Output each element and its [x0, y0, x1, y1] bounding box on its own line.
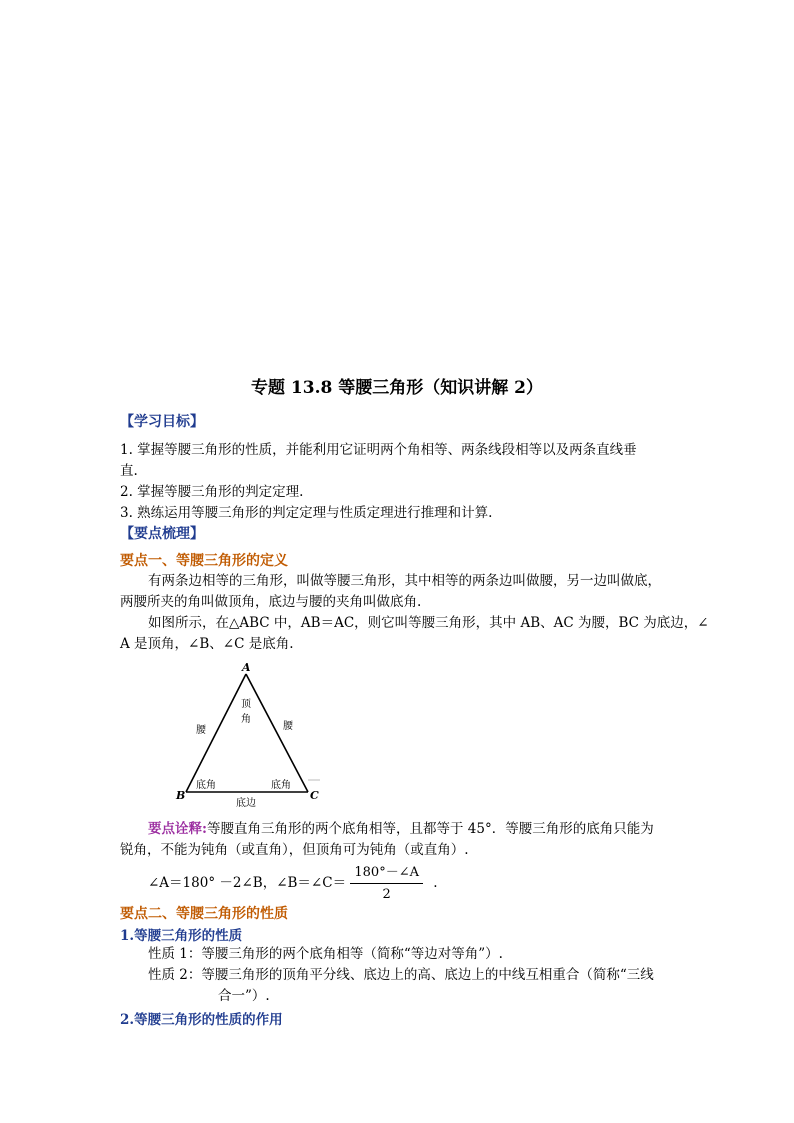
key-points-heading: 【要点梳理】 [120, 526, 204, 542]
apex-angle-label-2: 角 [241, 714, 251, 725]
property-2-line-1: 性质 2：等腰三角形的顶角平分线、底边上的高、底边上的中线互相重合（简称“三线 [148, 967, 654, 983]
property-2-line-2: 合一”）. [218, 988, 270, 1004]
point1-heading: 要点一、等腰三角形的定义 [120, 553, 288, 569]
formula-end: . [433, 875, 438, 891]
note-line-1 [148, 819, 654, 840]
learning-goals-heading: 【学习目标】 [120, 414, 204, 430]
formula-left: ∠A＝180° －2∠B，∠B＝∠C＝ [148, 875, 347, 891]
vertex-c-label: C [310, 789, 319, 802]
formula-denominator: 2 [382, 887, 391, 902]
formula-fraction [350, 862, 423, 905]
vertex-b-label: B [176, 789, 186, 802]
note-text-1: 等腰直角三角形的两个底角相等，且都等于 45°．等腰三角形的底角只能为 [206, 821, 654, 837]
isosceles-triangle-figure [170, 660, 330, 810]
leg-ab [186, 674, 246, 792]
goal-line-1: 1. 掌握等腰三角形的性质，并能利用它证明两个角相等、两条线段相等以及两条直线垂 [120, 442, 637, 458]
goal-line-3: 2. 掌握等腰三角形的判定定理. [120, 484, 304, 500]
point1-line-2: 两腰所夹的角叫做顶角，底边与腰的夹角叫做底角. [120, 594, 422, 610]
point1-line-1: 有两条边相等的三角形，叫做等腰三角形，其中相等的两条边叫做腰，另一边叫做底， [148, 573, 661, 589]
property-1: 性质 1：等腰三角形的两个底角相等（简称“等边对等角”）. [148, 946, 503, 962]
base-label: 底边 [236, 798, 256, 809]
goal-line-2: 直. [120, 463, 138, 479]
goal-line-4: 3. 熟练运用等腰三角形的判定定理与性质定理进行推理和计算. [120, 505, 493, 521]
right-leg-label: 腰 [283, 721, 293, 732]
note-label: 要点诠释: [148, 821, 207, 837]
vertex-a-label: A [242, 661, 251, 674]
base-angle-left-label: 底角 [196, 780, 216, 791]
point1-line-4: A 是顶角，∠B、∠C 是底角. [120, 636, 294, 652]
point2-heading: 要点二、等腰三角形的性质 [120, 906, 288, 922]
point2-sub1: 1.等腰三角形的性质 [120, 928, 243, 944]
formula-numerator: 180°－∠A [350, 862, 423, 884]
note-line-2: 锐角，不能为钝角（或直角），但顶角可为钝角（或直角）. [120, 842, 469, 858]
base-angle-right-label: 底角 [271, 780, 291, 791]
page-title: 专题 13.8 等腰三角形（知识讲解 2） [251, 378, 543, 398]
point1-line-3: 如图所示，在△ABC 中，AB＝AC，则它叫等腰三角形，其中 AB、AC 为腰，BC 为底边，∠ [148, 615, 709, 631]
point2-sub2: 2.等腰三角形的性质的作用 [120, 1012, 283, 1028]
left-leg-label: 腰 [196, 725, 206, 736]
apex-angle-label-1: 顶 [241, 699, 251, 710]
leg-ac [246, 674, 308, 792]
formula-line [148, 862, 438, 905]
